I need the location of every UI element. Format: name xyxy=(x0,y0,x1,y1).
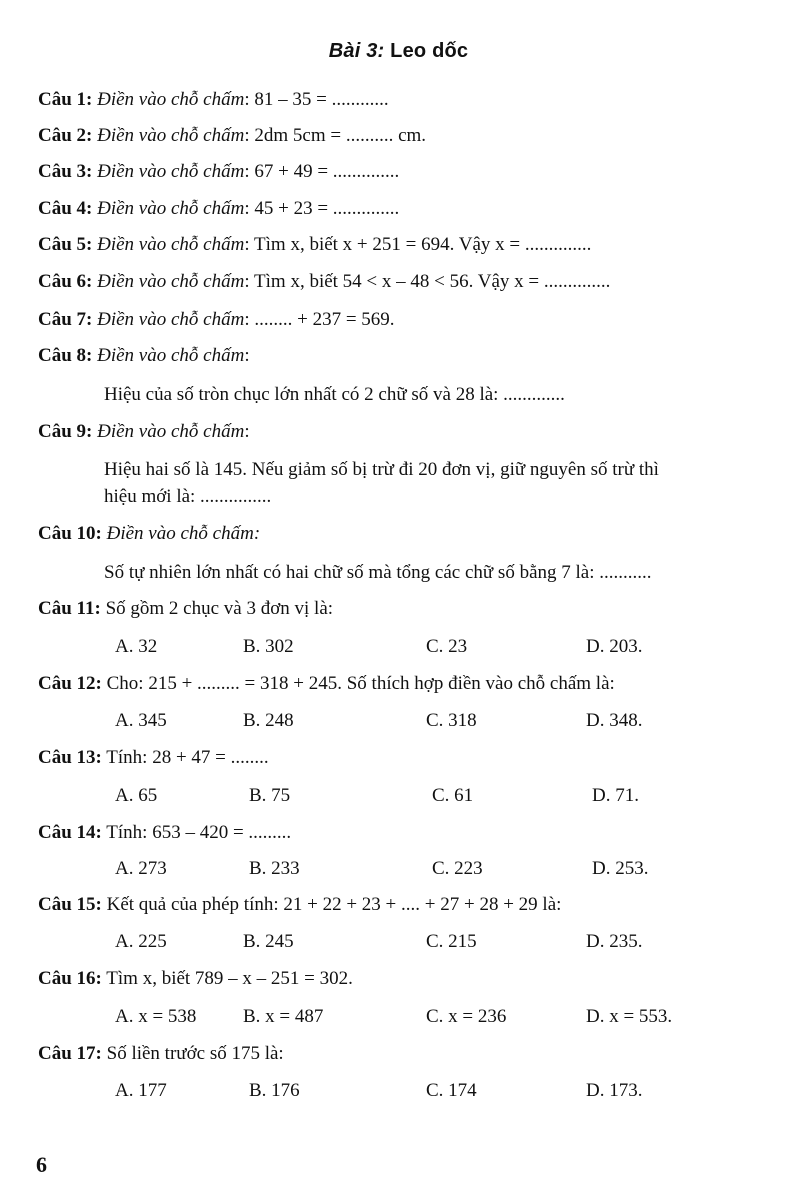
question-instruction: Điền vào chỗ chấm: xyxy=(101,523,261,544)
question-9 xyxy=(38,420,250,444)
question-label: Câu 12: xyxy=(38,673,102,694)
question-12 xyxy=(38,672,615,696)
question-text: : xyxy=(244,345,250,366)
question-label: Câu 6: xyxy=(38,271,93,292)
question-text: : 2dm 5cm = .......... cm. xyxy=(244,125,427,146)
option-d: D. 348. xyxy=(586,710,643,731)
question-13 xyxy=(38,746,269,770)
question-text: Tính: 653 – 420 = ......... xyxy=(101,822,292,843)
question-label: Câu 3: xyxy=(38,161,93,182)
page-title xyxy=(0,40,797,63)
question-text: Cho: 215 + ......... = 318 + 245. Số thích hợp điền vào chỗ chấm là: xyxy=(101,673,615,694)
lesson-number: Bài 3: xyxy=(328,40,385,62)
question-label: Câu 13: xyxy=(38,747,102,768)
question-instruction: Điền vào chỗ chấm xyxy=(92,198,245,219)
question-text: : 67 + 49 = .............. xyxy=(244,161,400,182)
question-text: Tìm x, biết 789 – x – 251 = 302. xyxy=(101,968,353,989)
question-4 xyxy=(38,197,399,221)
question-text: : Tìm x, biết 54 < x – 48 < 56. Vậy x = .............. xyxy=(244,271,611,292)
option-c: C. 223 xyxy=(432,858,483,879)
question-label: Câu 11: xyxy=(38,598,101,619)
question-16 xyxy=(38,967,353,991)
question-text: : ........ + 237 = 569. xyxy=(244,309,395,330)
question-instruction: Điền vào chỗ chấm xyxy=(92,125,245,146)
question-label: Câu 10: xyxy=(38,523,102,544)
option-a: A. 177 xyxy=(115,1080,167,1101)
question-10-body: Số tự nhiên lớn nhất có hai chữ số mà tổng các chữ số bằng 7 là: ........... xyxy=(104,562,652,583)
question-label: Câu 8: xyxy=(38,345,93,366)
question-text: : xyxy=(244,421,250,442)
option-d: D. 173. xyxy=(586,1080,643,1101)
lesson-name: Leo dốc xyxy=(384,40,469,62)
option-b: B. 176 xyxy=(249,1080,300,1101)
question-label: Câu 14: xyxy=(38,822,102,843)
option-c: C. 215 xyxy=(426,931,477,952)
question-instruction: Điền vào chỗ chấm xyxy=(92,161,245,182)
question-7 xyxy=(38,308,395,332)
question-8 xyxy=(38,344,250,368)
question-label: Câu 4: xyxy=(38,198,93,219)
option-b: B. 233 xyxy=(249,858,300,879)
question-instruction: Điền vào chỗ chấm xyxy=(92,345,245,366)
option-b: B. 75 xyxy=(249,785,291,806)
question-instruction: Điền vào chỗ chấm xyxy=(92,234,245,255)
question-instruction: Điền vào chỗ chấm xyxy=(92,421,245,442)
option-c: C. 61 xyxy=(432,785,474,806)
question-17 xyxy=(38,1042,284,1066)
question-label: Câu 1: xyxy=(38,89,93,110)
question-10 xyxy=(38,522,260,546)
question-5 xyxy=(38,233,591,257)
question-9-body-line-2: hiệu mới là: ............... xyxy=(104,486,272,507)
option-a: A. 65 xyxy=(115,785,158,806)
question-label: Câu 5: xyxy=(38,234,93,255)
option-d: D. 235. xyxy=(586,931,643,952)
option-c: C. 23 xyxy=(426,636,468,657)
question-text: Số gồm 2 chục và 3 đơn vị là: xyxy=(100,598,334,619)
question-text: : Tìm x, biết x + 251 = 694. Vậy x = .............. xyxy=(244,234,592,255)
question-15 xyxy=(38,893,561,917)
question-text: Kết quả của phép tính: 21 + 22 + 23 + .... + 27 + 28 + 29 là: xyxy=(101,894,562,915)
option-c: C. 318 xyxy=(426,710,477,731)
option-b: B. 248 xyxy=(243,710,294,731)
option-d: D. x = 553. xyxy=(586,1006,673,1027)
option-d: D. 253. xyxy=(592,858,649,879)
question-instruction: Điền vào chỗ chấm xyxy=(92,309,245,330)
question-1 xyxy=(38,88,389,112)
question-8-body: Hiệu của số tròn chục lớn nhất có 2 chữ số và 28 là: ............. xyxy=(104,384,565,405)
option-a: A. 225 xyxy=(115,931,167,952)
option-a: A. 32 xyxy=(115,636,158,657)
page-number: 6 xyxy=(36,1152,47,1177)
question-text: Số liền trước số 175 là: xyxy=(101,1043,284,1064)
question-label: Câu 7: xyxy=(38,309,93,330)
question-label: Câu 15: xyxy=(38,894,102,915)
question-6 xyxy=(38,270,610,294)
option-a: A. 273 xyxy=(115,858,167,879)
question-3 xyxy=(38,160,399,184)
question-label: Câu 17: xyxy=(38,1043,102,1064)
option-d: D. 203. xyxy=(586,636,643,657)
question-9-body-line-1: Hiệu hai số là 145. Nếu giảm số bị trừ đi 20 đơn vị, giữ nguyên số trừ thì xyxy=(104,459,659,480)
option-b: B. 302 xyxy=(243,636,294,657)
question-text: Tính: 28 + 47 = ........ xyxy=(101,747,269,768)
option-a: A. 345 xyxy=(115,710,167,731)
question-instruction: Điền vào chỗ chấm xyxy=(92,271,245,292)
question-label: Câu 2: xyxy=(38,125,93,146)
option-b: B. x = 487 xyxy=(243,1006,324,1027)
option-a: A. x = 538 xyxy=(115,1006,197,1027)
question-label: Câu 16: xyxy=(38,968,102,989)
question-text: : 81 – 35 = ............ xyxy=(244,89,389,110)
question-11 xyxy=(38,597,333,621)
question-instruction: Điền vào chỗ chấm xyxy=(92,89,245,110)
option-b: B. 245 xyxy=(243,931,294,952)
option-d: D. 71. xyxy=(592,785,639,806)
question-14 xyxy=(38,821,291,845)
question-label: Câu 9: xyxy=(38,421,93,442)
option-c: C. x = 236 xyxy=(426,1006,507,1027)
option-c: C. 174 xyxy=(426,1080,477,1101)
question-text: : 45 + 23 = .............. xyxy=(244,198,400,219)
question-2 xyxy=(38,124,426,148)
